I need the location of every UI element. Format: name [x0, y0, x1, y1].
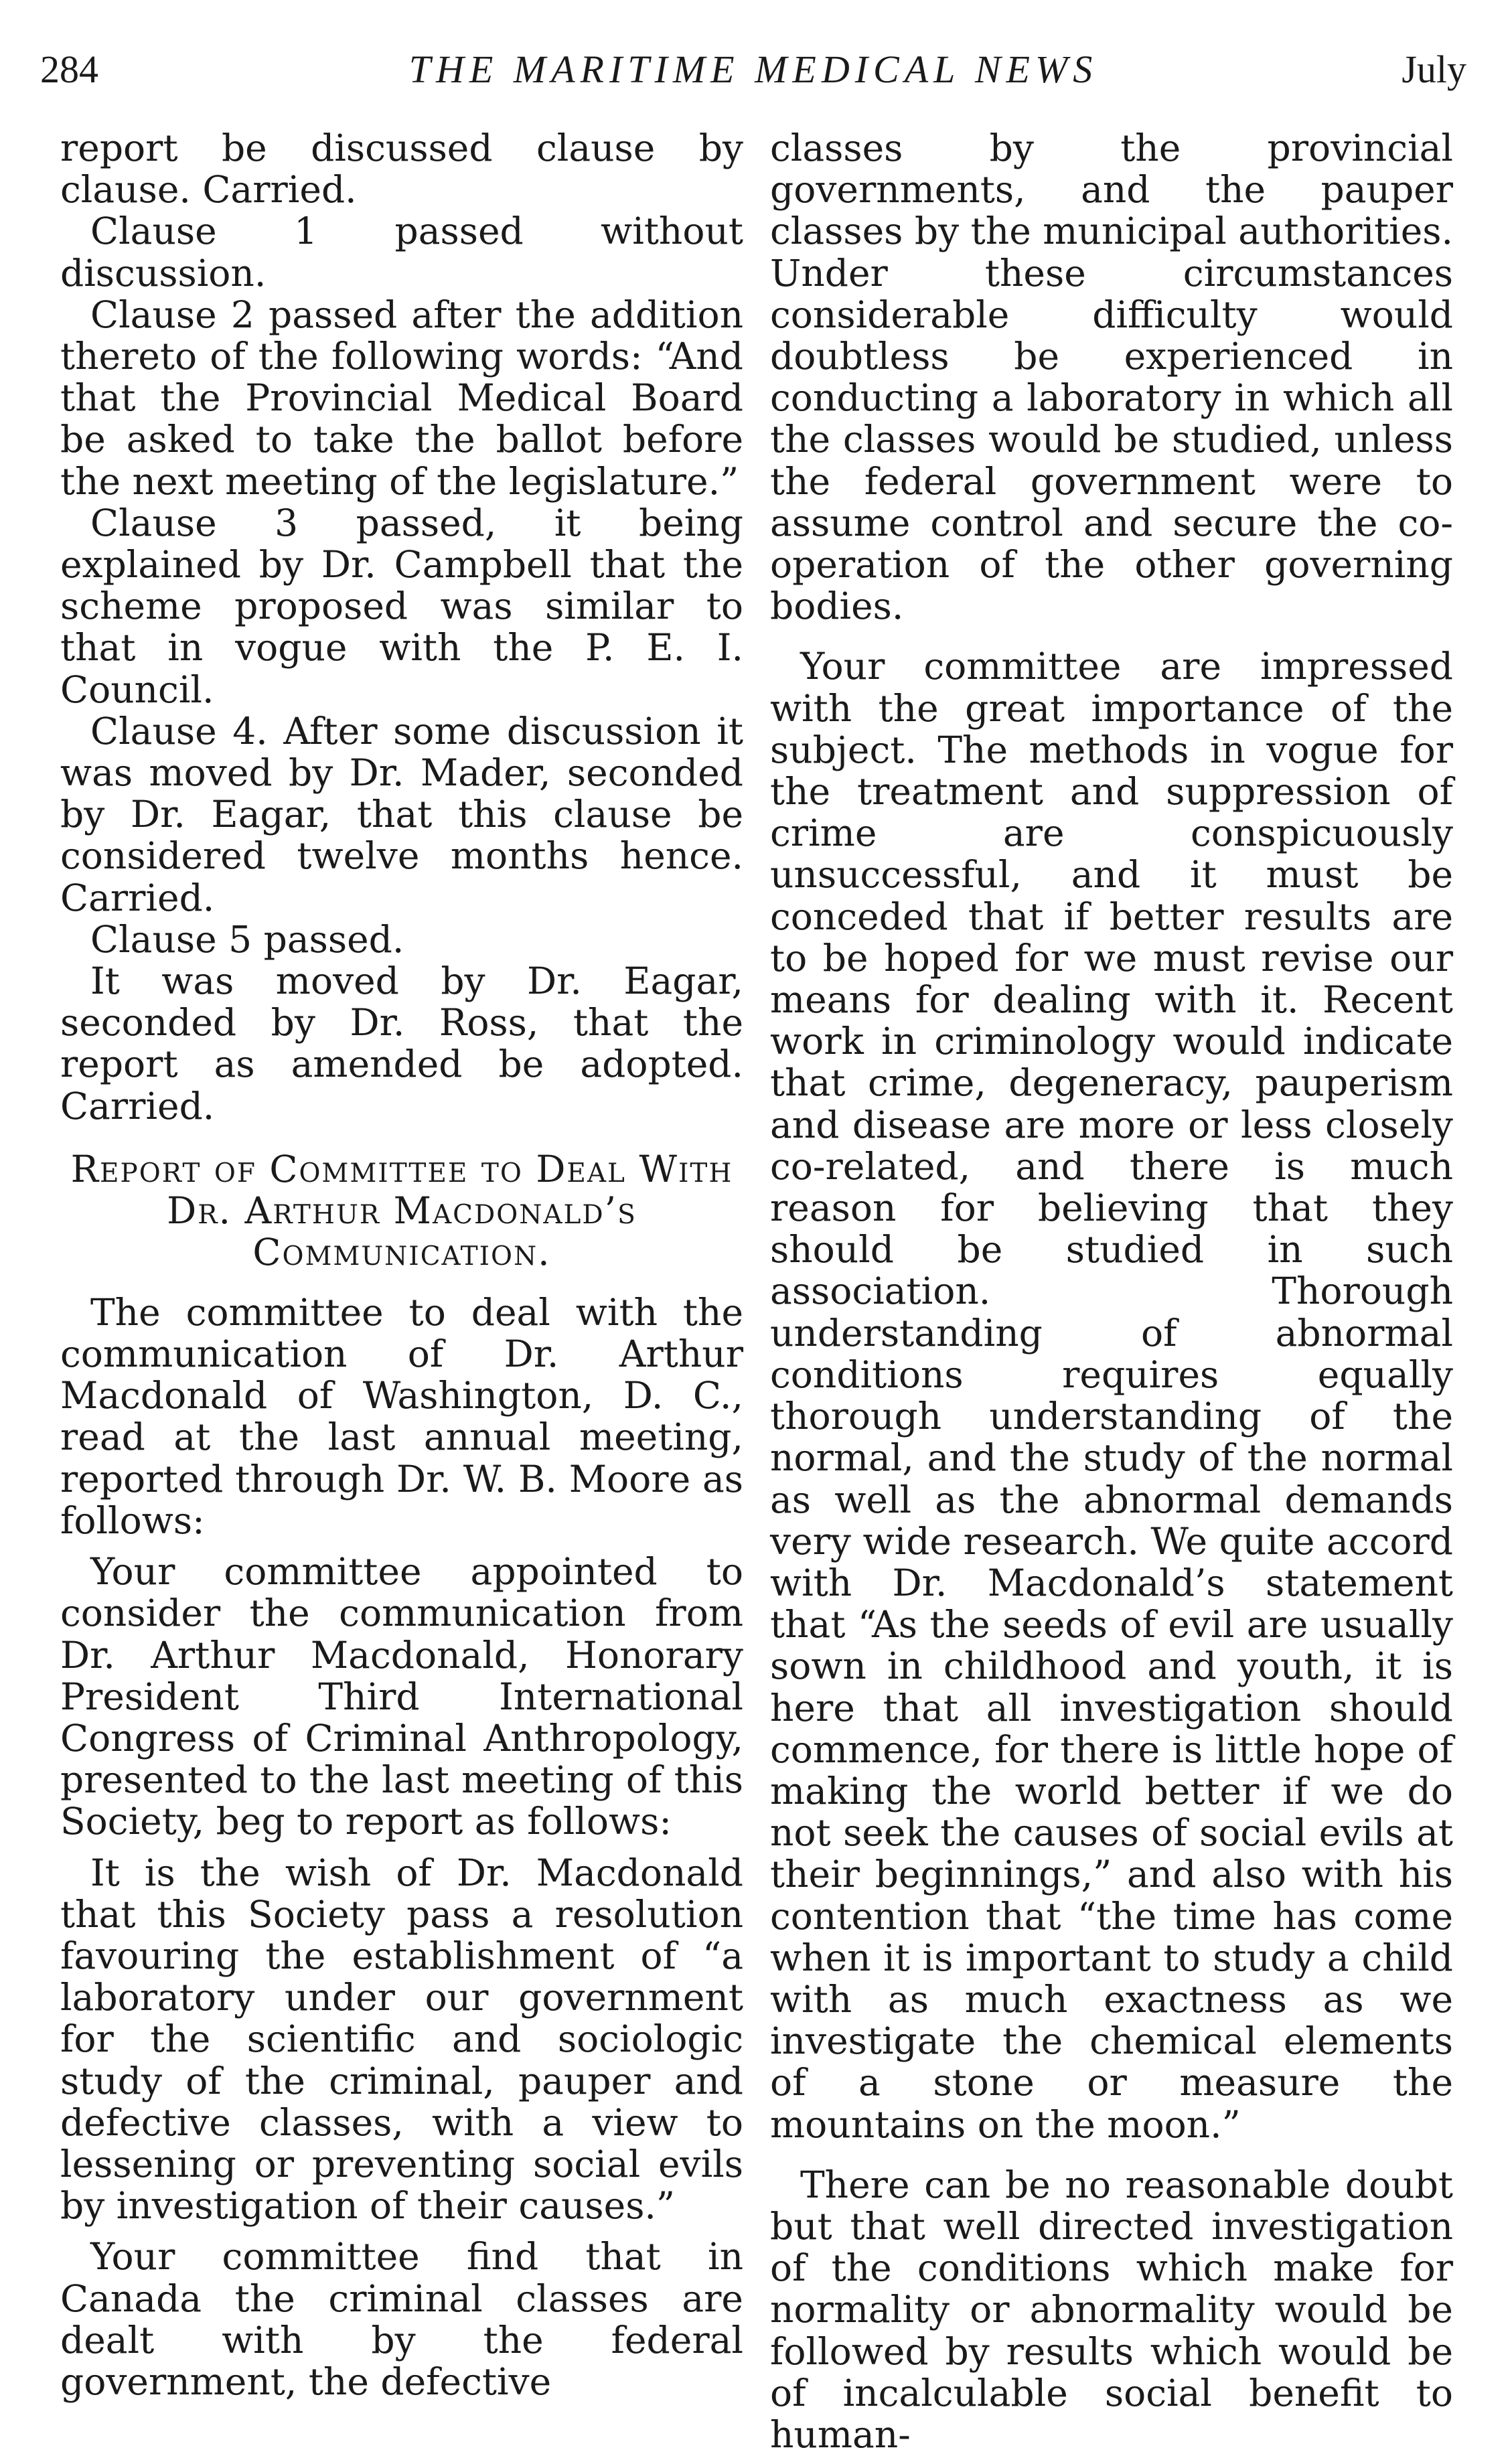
paragraph: Your committee find that in Canada the criminal classes are dealt with by the federal government, the defective — [60, 2235, 743, 2403]
issue-month: July — [1402, 48, 1466, 91]
paragraph: classes by the provincial governments, and the pauper classes by the municipal authorities. Under these circumstances considerable difficulty would doubtless be experienced in conducting a laboratory in which all the classes would be studied, unless the federal government were to assume control and secure the co-operation of the other governing bodies. — [770, 127, 1453, 628]
paragraph: Your committee appointed to consider the communication from Dr. Arthur Macdonald, Honorary President Third International Congress of Criminal Anthropology, presented to the last meeting of this Society, beg to report as follows: — [60, 1550, 743, 1843]
page-header — [40, 47, 1466, 100]
paragraph: It is the wish of Dr. Macdonald that this Society pass a resolution favouring the establishment of “a laboratory under our government for the scientific and sociologic study of the criminal, pauper and defective classes, with a view to lessening or preventing social evils by investigation of their causes.” — [60, 1851, 743, 2228]
running-title: THE MARITIME MEDICAL NEWS — [408, 48, 1098, 91]
paragraph: report be discussed clause by clause. Carried. — [60, 127, 743, 212]
left-column — [60, 127, 743, 2402]
paragraph: There can be no reasonable doubt but that well directed investigation of the conditions which make for normality or abnormality would be followed by results which would be of incalculable social benefit to human- — [770, 2163, 1453, 2456]
paragraph: Clause 1 passed without discussion. — [60, 210, 743, 295]
right-column — [770, 127, 1453, 2455]
paragraph: Your committee are impressed with the great importance of the subject. The methods in vogue for the treatment and suppression of crime are conspicuously unsuccessful, and it must be conceded that if better results are to be hoped for we must revise our means for dealing with it. Recent work in criminology would indicate that crime, degeneracy, pauperism and disease are more or less closely co-related, and there is much reason for believing that they should be studied in such association. Thorough understanding of abnormal conditions requires equally thorough understanding of the normal, and the study of the normal as well as the abnormal demands very wide research. We quite accord with Dr. Macdonald’s statement that “As the seeds of evil are usually sown in childhood and youth, it is here that all investigation should commence, for there is little hope of making the world better if we do not seek the causes of social evils at their beginnings,” and also with his contention that “the time has come when it is important to study a child with as much exactness as we investigate the chemical elements of a stone or measure the mountains on the moon.” — [770, 645, 1453, 2146]
paragraph: Clause 2 passed after the addition thereto of the following words: “And that the Provincial Medical Board be asked to take the ballot before the next meeting of the legislature.” — [60, 293, 743, 503]
section-heading: Report of Committee to Deal With Dr. Arthur Macdonald’s Communication. — [70, 1147, 733, 1274]
paragraph: Clause 3 passed, it being explained by Dr. Campbell that the scheme proposed was similar to that in vogue with the P. E. I. Council. — [60, 501, 743, 711]
paragraph: The committee to deal with the communication of Dr. Arthur Macdonald of Washington, D. C., read at the last annual meeting, reported through Dr. W. B. Moore as follows: — [60, 1290, 743, 1542]
page-number: 284 — [40, 48, 98, 91]
paragraph: Clause 4. After some discussion it was moved by Dr. Mader, seconded by Dr. Eagar, that this clause be considered twelve months hence. Carried. — [60, 709, 743, 919]
paragraph: It was moved by Dr. Eagar, seconded by Dr. Ross, that the report as amended be adopted. Carried. — [60, 960, 743, 1128]
paragraph: Clause 5 passed. — [90, 917, 404, 961]
